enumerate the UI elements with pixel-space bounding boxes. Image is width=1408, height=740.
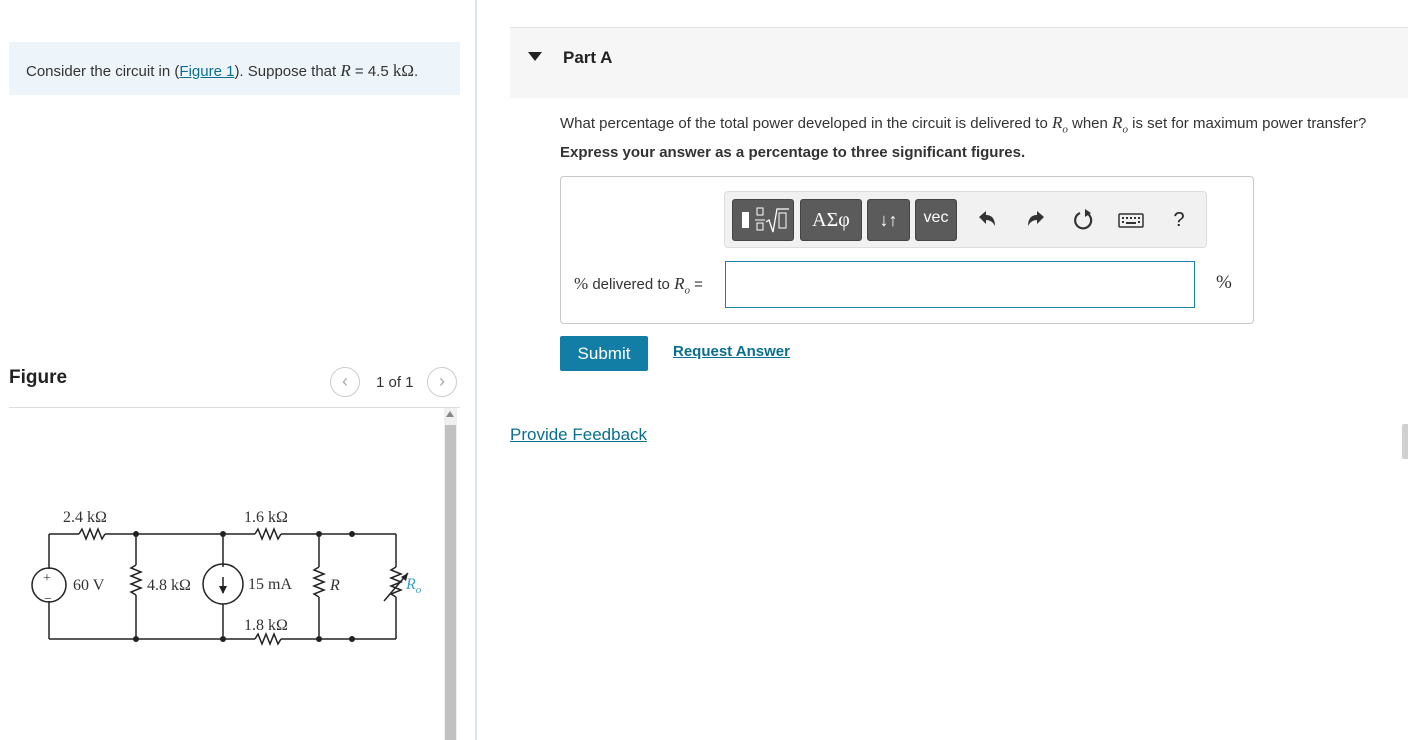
label-60v: 60 V <box>73 577 105 594</box>
figure-counter: 1 of 1 <box>376 374 414 391</box>
keyboard-button[interactable] <box>1116 203 1146 237</box>
resistor-r <box>314 567 324 597</box>
reset-icon <box>1068 203 1098 237</box>
side-panel-tab[interactable] <box>1402 424 1408 459</box>
template-button[interactable] <box>732 199 794 241</box>
help-button[interactable]: ? <box>1173 209 1185 231</box>
scroll-up-arrow-icon[interactable] <box>446 411 454 417</box>
label-minus: − <box>44 592 52 607</box>
figure-prev-button[interactable] <box>330 367 360 397</box>
label-ro: $R_o$ <box>406 576 422 596</box>
figure-link[interactable]: Figure 1 <box>179 63 235 80</box>
problem-text-middle: ). Suppose that <box>234 63 341 80</box>
resistor-1-6k <box>255 529 281 539</box>
figure-next-button[interactable] <box>427 367 457 397</box>
figure-divider <box>9 407 460 408</box>
problem-suffix: . <box>414 63 419 80</box>
question-text: What percentage of the total power developed in the circuit is delivered to $R_o$ when $R_o$ is set for maximum power transfer? <box>560 113 1367 136</box>
collapse-caret-icon[interactable] <box>528 52 542 61</box>
scrollbar-thumb[interactable] <box>445 425 456 740</box>
problem-statement <box>9 42 460 95</box>
redo-icon <box>1021 203 1051 237</box>
label-plus: + <box>43 571 51 586</box>
chevron-left-icon: ‹ <box>342 371 348 391</box>
resistor-4-8k <box>131 565 141 595</box>
reset-button[interactable] <box>1068 203 1098 237</box>
provide-feedback-link[interactable]: Provide Feedback <box>510 425 648 444</box>
label-1-8k: 1.8 kΩ <box>244 617 288 634</box>
problem-text-prefix: Consider the circuit in ( <box>26 63 180 80</box>
figure-title: Figure <box>9 367 68 388</box>
keyboard-icon <box>1116 203 1146 237</box>
redo-button[interactable] <box>1021 203 1051 237</box>
undo-button[interactable] <box>972 203 1002 237</box>
answer-input[interactable] <box>725 261 1195 308</box>
problem-value: = 4.5 <box>350 63 393 80</box>
answer-instruction: Express your answer as a percentage to three significant figures. <box>560 144 1026 161</box>
column-divider <box>475 0 477 740</box>
resistor-1-8k <box>255 634 281 644</box>
label-2-4k: 2.4 kΩ <box>63 509 107 526</box>
problem-variable: R <box>340 61 351 80</box>
fraction-sqrt-icon <box>733 200 793 240</box>
problem-unit: kΩ <box>392 61 414 80</box>
label-4-8k: 4.8 kΩ <box>147 577 191 594</box>
label-15ma: 15 mA <box>248 576 292 593</box>
chevron-right-icon: › <box>439 371 445 391</box>
answer-unit: % <box>1216 272 1232 293</box>
vector-button[interactable]: vec <box>915 199 957 241</box>
submit-button[interactable]: Submit <box>560 336 648 371</box>
figure-scrollbar[interactable] <box>444 408 457 740</box>
undo-icon <box>972 203 1002 237</box>
request-answer-link[interactable]: Request Answer <box>673 343 790 360</box>
greek-symbols-button[interactable]: ΑΣφ <box>800 199 862 241</box>
part-a-header[interactable] <box>510 28 1408 98</box>
label-1-6k: 1.6 kΩ <box>244 509 288 526</box>
label-r: R <box>330 577 340 594</box>
circuit-diagram <box>20 495 440 655</box>
resistor-2-4k <box>79 529 105 539</box>
part-a-title: Part A <box>563 48 613 67</box>
answer-label: % delivered to $R_o$ = <box>574 274 703 297</box>
arrows-button[interactable]: ↓↑ <box>867 199 910 241</box>
